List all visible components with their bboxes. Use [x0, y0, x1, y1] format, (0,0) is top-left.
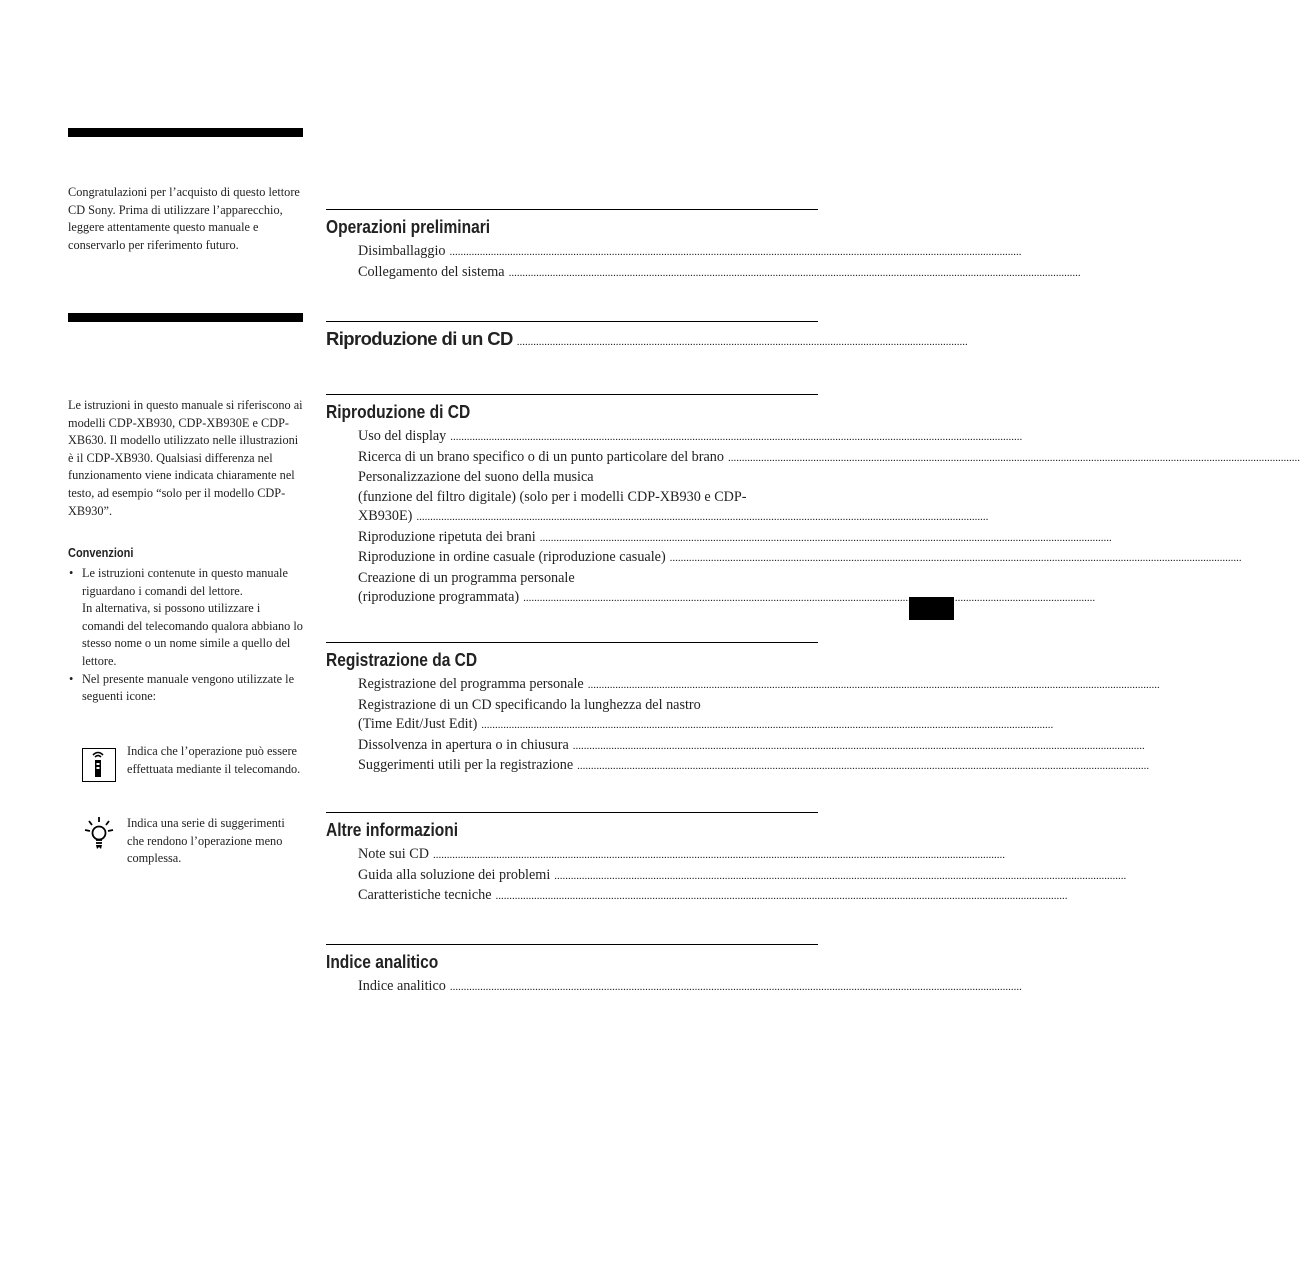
dot-leader	[577, 757, 1149, 777]
entry-label: Ricerca di un brano specifico o di un punto particolare del brano	[358, 448, 724, 465]
entry-label: (riproduzione programmata)	[358, 589, 520, 605]
toc-entries	[358, 977, 806, 998]
dot-leader	[450, 428, 1022, 448]
dot-leader	[573, 737, 1145, 757]
chapter-tab	[909, 597, 954, 620]
toc-entry[interactable]	[358, 528, 799, 549]
toc-entry[interactable]	[358, 263, 806, 284]
list-item	[68, 671, 303, 706]
intro-paragraph	[68, 184, 303, 254]
toc-entry[interactable]	[358, 845, 799, 866]
section-title: Registrazione da CD	[326, 649, 478, 670]
toc-entry[interactable]	[358, 756, 799, 777]
toc-entries	[358, 675, 806, 777]
dot-leader	[670, 549, 1242, 569]
bullet-text: Nel presente manuale vengono utilizzate le seguenti icone:	[82, 671, 295, 704]
dot-leader	[496, 887, 1068, 907]
entry-label[interactable]: Registrazione di un CD specificando la lunghezza del nastro	[358, 696, 701, 713]
dot-leader	[509, 264, 1081, 284]
list-item	[68, 565, 303, 671]
toc-entry[interactable]	[358, 886, 799, 907]
entry-label: Suggerimenti utili per la registrazione	[358, 757, 574, 773]
middle-rule	[68, 313, 303, 322]
toc-section-riproduzione-un-cd[interactable]	[326, 321, 968, 351]
section-title: Indice analitico	[326, 951, 439, 972]
toc-entry[interactable]	[358, 977, 799, 998]
entry-label: Dissolvenza in apertura o in chiusura	[358, 736, 569, 753]
section-title: Riproduzione di CD	[326, 401, 471, 422]
toc-section-altre-informazioni	[326, 812, 818, 907]
entry-label[interactable]: Creazione di un programma personale	[358, 569, 575, 586]
toc-section-riproduzione-cd	[326, 394, 818, 609]
toc-entry[interactable]	[358, 866, 799, 887]
remote-control-icon	[82, 748, 120, 786]
bullet-text: Le istruzioni contenute in questo manuale riguardano i comandi del lettore.	[82, 566, 288, 598]
toc-entry[interactable]	[358, 736, 799, 757]
entry-label: Indice analitico	[358, 978, 446, 994]
top-rule	[68, 128, 303, 137]
entry-label[interactable]: (funzione del filtro digitale) (solo per i modelli CDP-XB930 e CDP-	[358, 488, 747, 505]
entry-label: (Time Edit/Just Edit)	[358, 716, 478, 732]
dot-leader	[540, 529, 1112, 549]
remote-note-text: Indica che l’operazione può essere effettuata mediante il telecomando.	[127, 744, 301, 776]
entry-label: Disimballaggio	[358, 243, 446, 259]
models-paragraph	[68, 397, 303, 520]
lightbulb-tips-icon	[82, 815, 120, 853]
dot-leader	[433, 846, 1005, 866]
dot-leader	[481, 716, 1053, 736]
toc-entry[interactable]	[358, 675, 799, 696]
entry-label: Riproduzione ripetuta dei brani	[358, 528, 536, 545]
section-title: Riproduzione di un CD	[326, 328, 513, 349]
toc-entry[interactable]	[358, 507, 799, 528]
toc-entries	[358, 242, 806, 283]
dot-leader	[523, 589, 1095, 609]
toc-entry[interactable]	[358, 715, 799, 736]
toc-section-registrazione	[326, 642, 818, 777]
models-text: Le istruzioni in questo manuale si riferiscono ai modelli CDP-XB930, CDP-XB930E e CDP-XB630. Il modello utilizzato nelle illustrazioni è il CDP-XB930. Qualsiasi differenza nel funzionamento viene indicata chiaramente nel testo, ad esempio “solo per il modello CDP-XB930”.	[68, 398, 303, 518]
remote-note	[82, 743, 303, 778]
toc-section-operazioni	[326, 209, 818, 283]
dot-leader	[416, 508, 988, 528]
toc-entry[interactable]	[358, 242, 806, 263]
toc-entries	[358, 845, 806, 907]
dot-leader	[728, 449, 1300, 469]
section-title: Operazioni preliminari	[326, 216, 491, 237]
dot-leader	[450, 978, 1022, 998]
entry-label: Uso del display	[358, 428, 447, 444]
conventions-title: Convenzioni	[68, 546, 134, 560]
entry-label: XB930E)	[358, 508, 413, 524]
toc-entry[interactable]	[358, 548, 799, 569]
entry-label: Note sui CD	[358, 846, 429, 862]
toc-section-indice	[326, 944, 818, 998]
entry-label: Riproduzione in ordine casuale (riproduzione casuale)	[358, 549, 666, 565]
toc-entry[interactable]	[358, 427, 806, 448]
dot-leader: ....................................................................................................................................................................	[516, 336, 968, 348]
toc-entry[interactable]	[358, 448, 799, 469]
dot-leader	[449, 243, 1021, 263]
tips-note-text: Indica una serie di suggerimenti che rendono l’operazione meno complessa.	[127, 816, 285, 866]
intro-text: Congratulazioni per l’acquisto di questo lettore CD Sony. Prima di utilizzare l’apparecchio, leggere attentamente questo manuale e conservarlo per riferimento futuro.	[68, 185, 300, 252]
entry-label[interactable]: Personalizzazione del suono della musica	[358, 469, 594, 485]
tips-note	[82, 815, 303, 868]
bullet-text: In alternativa, si possono utilizzare i comandi del telecomando qualora abbiano lo stesso nome o un nome simile a quello del lettore.	[82, 601, 303, 668]
section-title: Altre informazioni	[326, 819, 459, 840]
dot-leader	[588, 676, 1160, 696]
conventions-list	[68, 565, 303, 706]
dot-leader	[554, 867, 1126, 887]
toc-entry[interactable]	[358, 588, 799, 609]
entry-label: Caratteristiche tecniche	[358, 887, 492, 903]
toc-entries	[358, 427, 806, 609]
entry-label: Collegamento del sistema	[358, 263, 505, 280]
entry-label: Guida alla soluzione dei problemi	[358, 866, 551, 883]
entry-label: Registrazione del programma personale	[358, 676, 584, 692]
